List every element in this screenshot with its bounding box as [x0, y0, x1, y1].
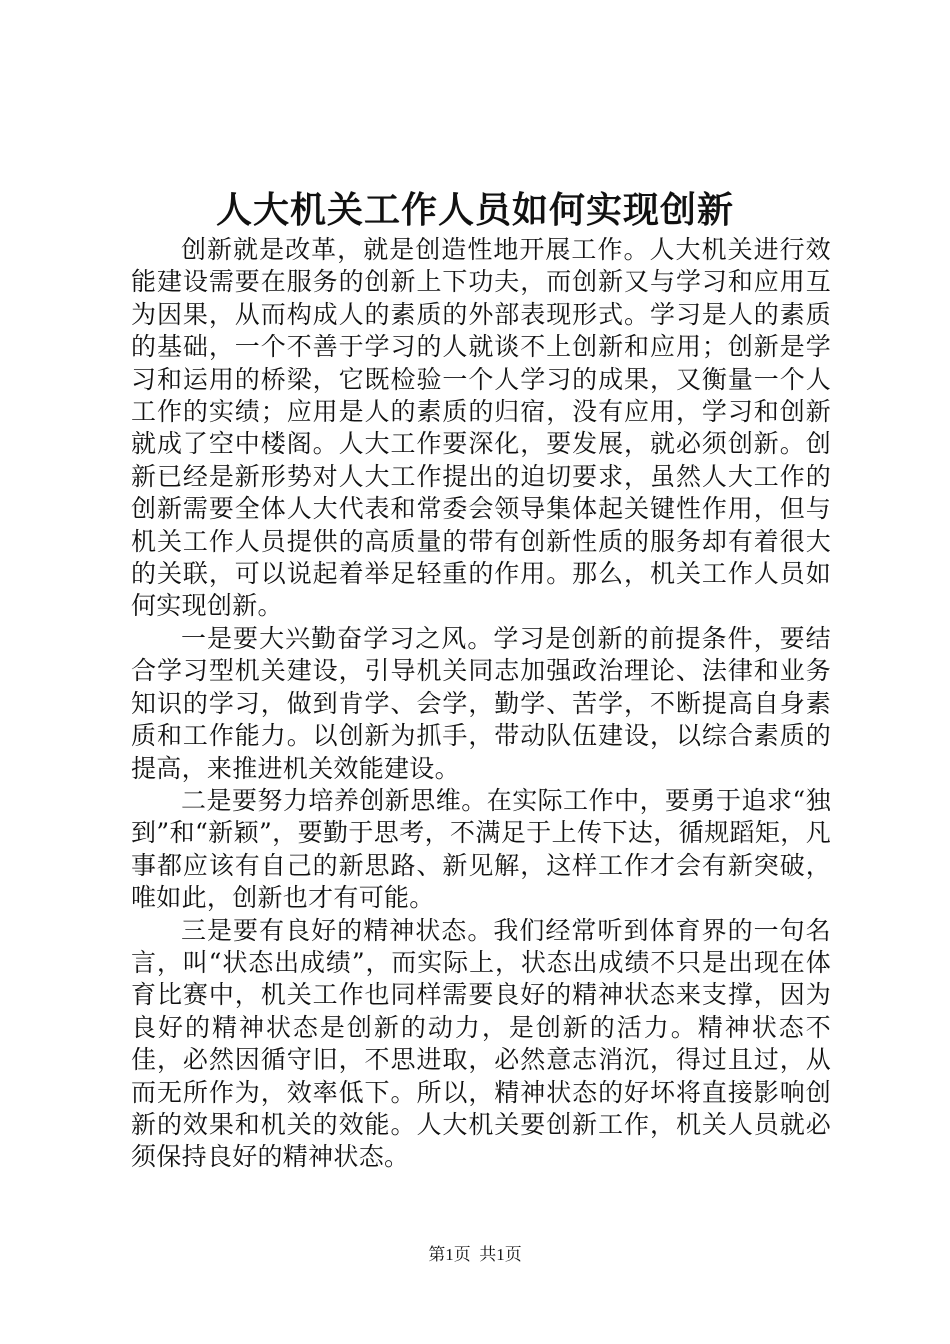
page-number: 第1页 — [428, 1245, 471, 1264]
paragraph-point-1: 一是要大兴勤奋学习之风。学习是创新的前提条件，要结合学习型机关建设，引导机关同志加强政治理论、法律和业务知识的学习，做到肯学、会学，勤学、苦学，不断提高自身素质和工作能力。以创新为抓手，带动队伍建设，以综合素质的提高，来推进机关效能建设。 — [131, 623, 831, 783]
document-title: 人大机关工作人员如何实现创新 — [215, 189, 734, 231]
document-body — [131, 234, 831, 1174]
total-pages: 共1页 — [479, 1245, 522, 1264]
paragraph-intro: 创新就是改革，就是创造性地开展工作。人大机关进行效能建设需要在服务的创新上下功夫，而创新又与学习和应用互为因果，从而构成人的素质的外部表现形式。学习是人的素质的基础，一个不善于学习的人就谈不上创新和应用；创新是学习和运用的桥梁，它既检验一个人学习的成果，又衡量一个人工作的实绩；应用是人的素质的归宿，没有应用，学习和创新就成了空中楼阁。人大工作要深化，要发展，就必须创新。创新已经是新形势对人大工作提出的迫切要求，虽然人大工作的创新需要全体人大代表和常委会领导集体起关键性作用，但与机关工作人员提供的高质量的带有创新性质的服务却有着很大的关联，可以说起着举足轻重的作用。那么，机关工作人员如何实现创新。 — [131, 235, 831, 621]
paragraph-point-3: 三是要有良好的精神状态。我们经常听到体育界的一句名言，叫“状态出成绩”，而实际上，状态出成绩不只是出现在体育比赛中，机关工作也同样需要良好的精神状态来支撑，因为良好的精神状态是创新的动力，是创新的活力。精神状态不佳，必然因循守旧，不思进取，必然意志消沉，得过且过，从而无所作为，效率低下。所以，精神状态的好坏将直接影响创新的效果和机关的效能。人大机关要创新工作，机关人员就必须保持良好的精神状态。 — [131, 915, 831, 1172]
paragraph-point-2: 二是要努力培养创新思维。在实际工作中，要勇于追求“独到”和“新颖”，要勤于思考，不满足于上传下达，循规蹈矩，凡事都应该有自己的新思路、新见解，这样工作才会有新突破，唯如此，创新也才有可能。 — [131, 785, 831, 913]
page-footer — [0, 1244, 950, 1266]
